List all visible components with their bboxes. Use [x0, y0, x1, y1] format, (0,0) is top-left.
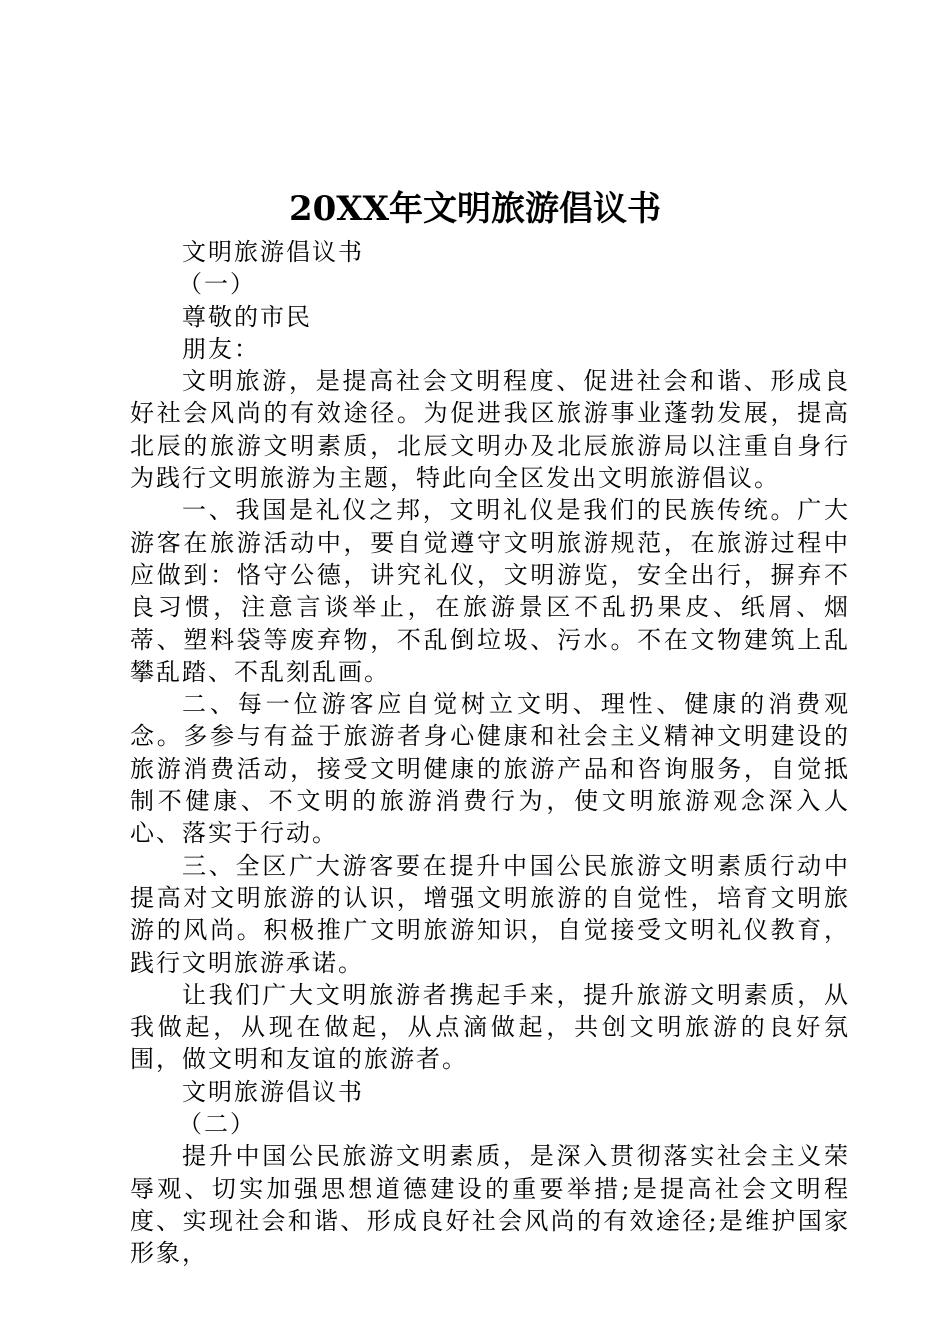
salutation-line: 尊敬的市民 — [182, 302, 312, 331]
body-paragraph: 让我们广大文明旅游者携起手来，提升旅游文明素质，从我做起，从现在做起，从点滴做起，共创文明旅游的良好氛围，做文明和友谊的旅游者。 — [130, 980, 850, 1074]
body-paragraph: 三、全区广大游客要在提升中国公民旅游文明素质行动中提高对文明旅游的认识，增强文明旅游的自觉性，培育文明旅游的风尚。积极推广文明旅游知识，自觉接受文明礼仪教育，践行文明旅游承诺。 — [130, 851, 850, 977]
section-number: （一） — [178, 270, 256, 299]
body-paragraph: 文明旅游，是提高社会文明程度、促进社会和谐、形成良好社会风尚的有效途径。为促进我区旅游事业蓬勃发展，提高北辰的旅游文明素质，北辰文明办及北辰旅游局以注重自身行为践行文明旅游为主题，特此向全区发出文明旅游倡议。 — [130, 367, 850, 493]
document-title: 20XX年文明旅游倡议书 — [288, 189, 662, 229]
document-body — [130, 236, 850, 1270]
section-heading: 文明旅游倡议书 — [182, 238, 364, 266]
body-paragraph: 二、每一位游客应自觉树立文明、理性、健康的消费观念。多参与有益于旅游者身心健康和社会主义精神文明建设的旅游消费活动，接受文明健康的旅游产品和咨询服务，自觉抵制不健康、不文明的旅游消费行为，使文明旅游观念深入人心、落实于行动。 — [130, 690, 850, 848]
section-heading: 文明旅游倡议书 — [182, 1077, 364, 1106]
body-paragraph: 一、我国是礼仪之邦，文明礼仪是我们的民族传统。广大游客在旅游活动中，要自觉遵守文明旅游规范，在旅游过程中应做到：恪守公德，讲究礼仪，文明游览，安全出行，摒弃不良习惯，注意言谈举止，在旅游景区不乱扔果皮、纸屑、烟蒂、塑料袋等废弃物，不乱倒垃圾、污水。不在文物建筑上乱攀乱踏、不乱刻乱画。 — [130, 496, 850, 686]
section-number: （二） — [178, 1110, 256, 1139]
salutation-line: 朋友： — [182, 334, 260, 363]
body-paragraph: 提升中国公民旅游文明素质，是深入贯彻落实社会主义荣辱观、切实加强思想道德建设的重要举措;是提高社会文明程度、实现社会和谐、形成良好社会风尚的有效途径;是维护国家形象， — [130, 1142, 850, 1268]
